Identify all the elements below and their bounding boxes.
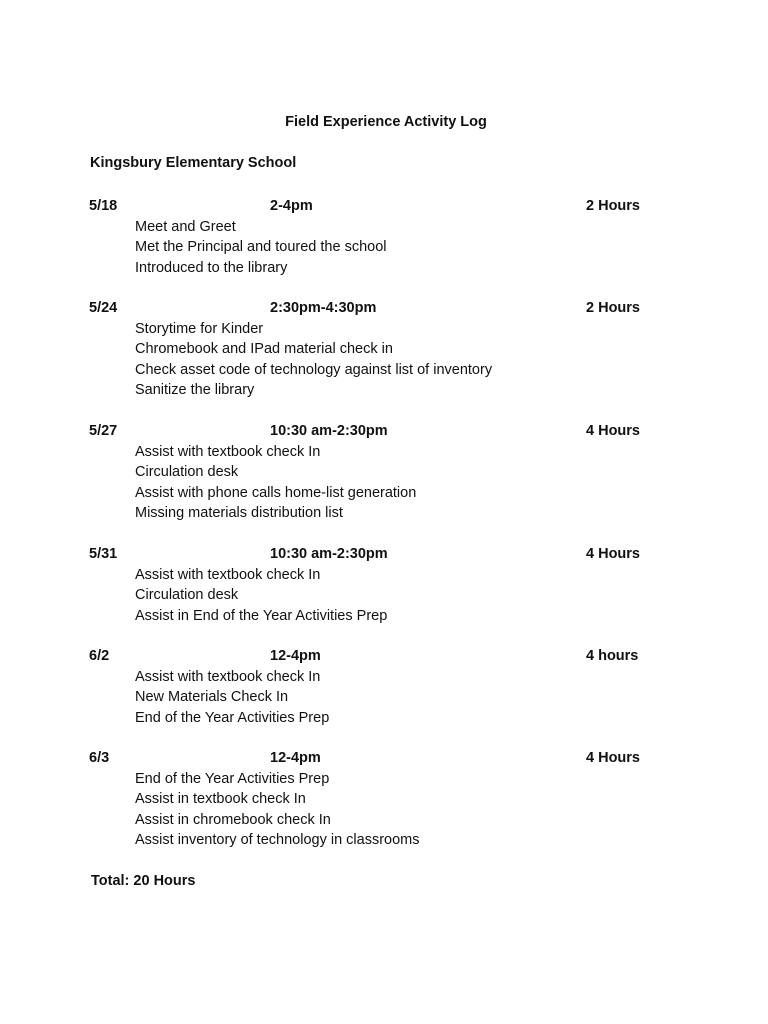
entry-time: 2:30pm-4:30pm bbox=[270, 300, 377, 316]
entry-date: 6/3 bbox=[89, 750, 110, 766]
activity-item: New Materials Check In bbox=[135, 689, 289, 705]
entry-date: 5/31 bbox=[89, 546, 118, 562]
entry-header bbox=[0, 748, 768, 769]
activity-item: Assist in textbook check In bbox=[135, 791, 306, 807]
activity-item: Circulation desk bbox=[135, 464, 239, 480]
entry-time: 2-4pm bbox=[270, 198, 313, 214]
activity-item: Storytime for Kinder bbox=[135, 320, 264, 337]
entry-header bbox=[0, 196, 768, 217]
entry-hours: 4 Hours bbox=[586, 423, 640, 439]
activity-list bbox=[0, 442, 768, 524]
activity-item: Met the Principal and toured the school bbox=[135, 239, 387, 255]
activity-list bbox=[0, 565, 768, 627]
activity-item: Assist with textbook check In bbox=[135, 668, 321, 685]
log-entry bbox=[0, 298, 768, 401]
activity-item: Meet and Greet bbox=[135, 218, 236, 235]
activity-item: End of the Year Activities Prep bbox=[135, 709, 330, 726]
entry-hours: 4 Hours bbox=[586, 750, 640, 766]
activity-item: Assist with textbook check In bbox=[135, 443, 321, 460]
activity-list bbox=[0, 319, 768, 401]
activity-list bbox=[0, 217, 768, 279]
entry-date: 5/18 bbox=[89, 198, 118, 214]
activity-list bbox=[0, 769, 768, 851]
page-title: Field Experience Activity Log bbox=[285, 114, 487, 130]
entry-date: 5/24 bbox=[89, 300, 118, 316]
entry-hours: 4 hours bbox=[586, 648, 639, 664]
entry-date: 5/27 bbox=[89, 423, 118, 439]
activity-item: Sanitize the library bbox=[135, 382, 255, 398]
activity-item: Assist with textbook check In bbox=[135, 566, 321, 583]
total-hours: Total: 20 Hours bbox=[91, 873, 196, 889]
entry-time: 10:30 am-2:30pm bbox=[270, 423, 388, 439]
activity-list bbox=[0, 667, 768, 729]
activity-item: End of the Year Activities Prep bbox=[135, 770, 330, 787]
entry-time: 12-4pm bbox=[270, 750, 321, 766]
entry-header bbox=[0, 298, 768, 319]
entry-hours: 2 Hours bbox=[586, 198, 640, 214]
entry-date: 6/2 bbox=[89, 648, 110, 664]
log-entry bbox=[0, 196, 768, 278]
entry-header bbox=[0, 544, 768, 565]
activity-item: Assist inventory of technology in classrooms bbox=[135, 832, 420, 848]
entry-time: 12-4pm bbox=[270, 648, 321, 664]
activity-item: Assist with phone calls home-list generation bbox=[135, 484, 417, 501]
entry-time: 10:30 am-2:30pm bbox=[270, 546, 388, 562]
log-entry bbox=[0, 544, 768, 626]
log-entry bbox=[0, 646, 768, 728]
activity-item: Introduced to the library bbox=[135, 259, 288, 276]
activity-item: Check asset code of technology against list of inventory bbox=[135, 361, 493, 378]
activity-item: Missing materials distribution list bbox=[135, 505, 343, 521]
school-name: Kingsbury Elementary School bbox=[90, 155, 297, 171]
log-entry bbox=[0, 421, 768, 524]
entry-header bbox=[0, 421, 768, 442]
activity-item: Assist in chromebook check In bbox=[135, 811, 331, 828]
entry-header bbox=[0, 646, 768, 667]
entry-hours: 2 Hours bbox=[586, 300, 640, 316]
log-entry bbox=[0, 748, 768, 851]
activity-item: Chromebook and IPad material check in bbox=[135, 341, 393, 357]
activity-item: Circulation desk bbox=[135, 587, 239, 603]
activity-item: Assist in End of the Year Activities Prep bbox=[135, 607, 388, 624]
entry-hours: 4 Hours bbox=[586, 546, 640, 562]
